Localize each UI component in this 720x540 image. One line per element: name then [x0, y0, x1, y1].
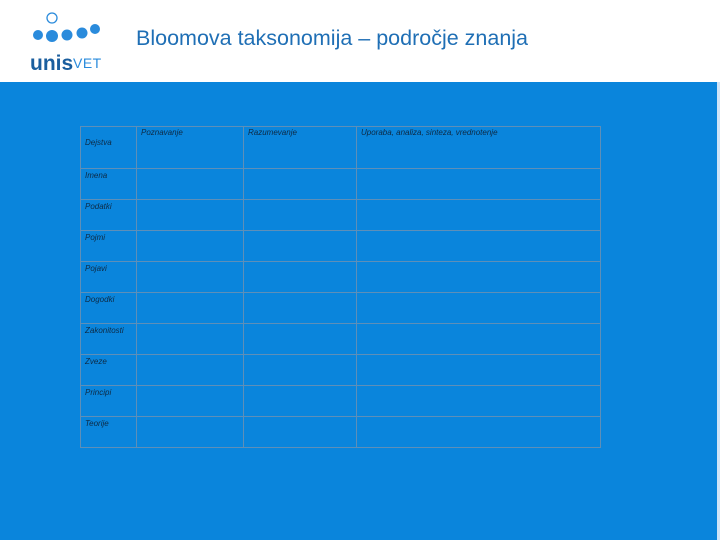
row-label-cell [81, 324, 137, 355]
table-row [81, 169, 601, 200]
table-row [81, 200, 601, 231]
row-label: Imena [85, 171, 108, 180]
row-label-cell [81, 293, 137, 324]
row-label: Principi [85, 388, 112, 397]
table-cell [357, 262, 601, 293]
svg-text:VET: VET [73, 55, 102, 71]
row-label: Zakonitosti [85, 326, 124, 335]
column-header-cell [137, 127, 244, 169]
table-cell [244, 293, 357, 324]
table-cell [137, 293, 244, 324]
row-label-cell [81, 355, 137, 386]
table-cell [137, 355, 244, 386]
header-row-label-cell [81, 127, 137, 169]
column-header: Razumevanje [248, 128, 297, 137]
knowledge-table [80, 126, 601, 448]
table-row [81, 231, 601, 262]
row-label-cell [81, 169, 137, 200]
slide-header [0, 0, 720, 82]
row-label: Zveze [85, 357, 107, 366]
table-cell [244, 417, 357, 448]
table-cell [357, 386, 601, 417]
table-cell [137, 386, 244, 417]
table-cell [357, 324, 601, 355]
table-cell [244, 231, 357, 262]
table-cell [244, 386, 357, 417]
table-row [81, 417, 601, 448]
row-label-cell [81, 200, 137, 231]
column-header: Poznavanje [141, 128, 183, 137]
row-label-cell [81, 417, 137, 448]
table-cell [357, 169, 601, 200]
table-header-row [81, 127, 601, 169]
row-label: Teorije [85, 419, 109, 428]
table-cell [137, 231, 244, 262]
table-cell [244, 262, 357, 293]
table-cell [357, 355, 601, 386]
table-cell [137, 262, 244, 293]
table-row [81, 262, 601, 293]
column-header-cell [357, 127, 601, 169]
row-label-cell [81, 386, 137, 417]
table-cell [244, 355, 357, 386]
table-row [81, 386, 601, 417]
table-cell [244, 324, 357, 355]
table-cell [357, 200, 601, 231]
row-label: Podatki [85, 202, 112, 211]
table-row [81, 355, 601, 386]
table-cell [357, 417, 601, 448]
table-cell [137, 169, 244, 200]
row-label: Dejstva [85, 138, 112, 147]
row-label: Dogodki [85, 295, 115, 304]
table-cell [244, 169, 357, 200]
unisvet-logo [28, 10, 108, 74]
svg-text:unis: unis [30, 52, 74, 74]
table-cell [357, 293, 601, 324]
knowledge-table-wrap [80, 126, 600, 448]
row-label: Pojmi [85, 233, 106, 242]
table-cell [244, 200, 357, 231]
row-label-cell [81, 262, 137, 293]
row-label-cell [81, 231, 137, 262]
column-header: Uporaba, analiza, sinteza, vrednotenje [361, 128, 498, 137]
table-cell [137, 417, 244, 448]
table-cell [137, 200, 244, 231]
table-cell [357, 231, 601, 262]
table-row [81, 324, 601, 355]
row-label: Pojavi [85, 264, 107, 273]
slide-title: Bloomova taksonomija – področje znanja [136, 26, 529, 50]
table-row [81, 293, 601, 324]
column-header-cell [244, 127, 357, 169]
table-cell [137, 324, 244, 355]
